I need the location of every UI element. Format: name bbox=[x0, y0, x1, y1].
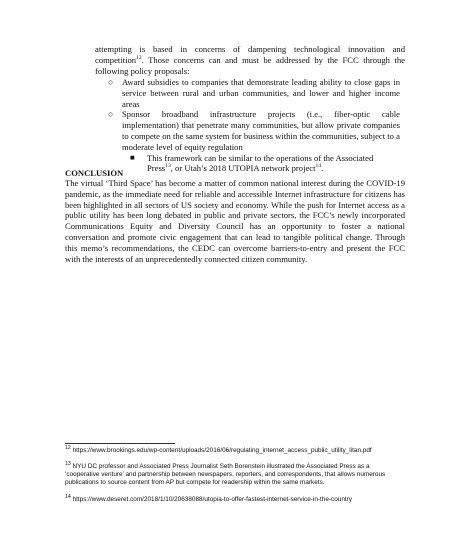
sub-list-item bbox=[95, 153, 415, 175]
subproposal-text: This framework can be similar to the operations of the Associated Press$^{13}$, or Utah’s 2018 UTOPIA network project$^{14}$. bbox=[147, 152, 374, 174]
section-heading: CONCLUSION bbox=[65, 168, 124, 178]
conclusion-paragraph: The virtual ‘Third Space’ has become a matter of common national interest during the COVID-19 pandemic, as the immediate need for reliable and accessible Internet infrastructure for citizens has been highlighted in all sectors of US society and economy. While the push for Internet access as a public utility has been long debated in public and private sectors, the FCC’s newly incorporated Communications Equity and Diversity Council has an opportunity to foster a national conversation and promote civic engagement that can lead to tangible political change. Through this memo’s recommendations, the CEDC can overcome barriers-to-entry and present the FCC with the interests of an unprecedentedly connected citizen community. bbox=[65, 178, 405, 264]
list-item bbox=[95, 77, 415, 109]
footnote-13: $^{13}$ NYU DC professor and Associated Press Journalist Seth Borenstein illustrated the Associated Press as a ‘cooperative venture’ and partnership between newspapers, reporters, and correspondents, that allows numerous publications to source content from AP but compete for readership within the same markets. bbox=[65, 460, 386, 487]
proposal-text: Award subsidies to companies that demonstrate leading ability to close gaps in service between rural and urban communities, and lower and higher income areas bbox=[122, 77, 400, 109]
intro-paragraph bbox=[95, 44, 405, 76]
circle-bullet-icon: ○ bbox=[108, 109, 114, 120]
proposal-list bbox=[95, 77, 415, 174]
footnote-divider bbox=[65, 443, 175, 444]
list-item bbox=[95, 109, 415, 152]
footnote-ref-12[interactable]: 12 bbox=[136, 54, 142, 61]
intro-text-1: attempting is based in concerns of dampening technological innovation and competition bbox=[95, 44, 405, 65]
intro-text-2: . Those concerns can and must be addressed by the FCC through the following policy proposals: bbox=[95, 54, 405, 76]
proposal-text: Sponsor broadband infrastructure projects (i.e., fiber-optic cable implementation) that penetrate many communities, but allow private companies to compete on the same system for business within the communities, subject to a moderate level of equity regulation bbox=[122, 109, 400, 152]
square-bullet-icon: ■ bbox=[130, 152, 135, 162]
footnote-14: $^{14}$ https://www.deseret.com/2018/1/10/20638088/utopia-to-offer-fastest-internet-service-in-the-country bbox=[65, 493, 352, 503]
footnote-ref-14[interactable]: 14 bbox=[315, 163, 322, 170]
footnote-12: $^{12}$ https://www.brookings.edu/wp-content/uploads/2016/06/regulating_internet_access_public_utility_litan.pdf bbox=[65, 444, 372, 454]
footnote-ref-13[interactable]: 13 bbox=[165, 163, 171, 170]
circle-bullet-icon: ○ bbox=[108, 77, 114, 87]
